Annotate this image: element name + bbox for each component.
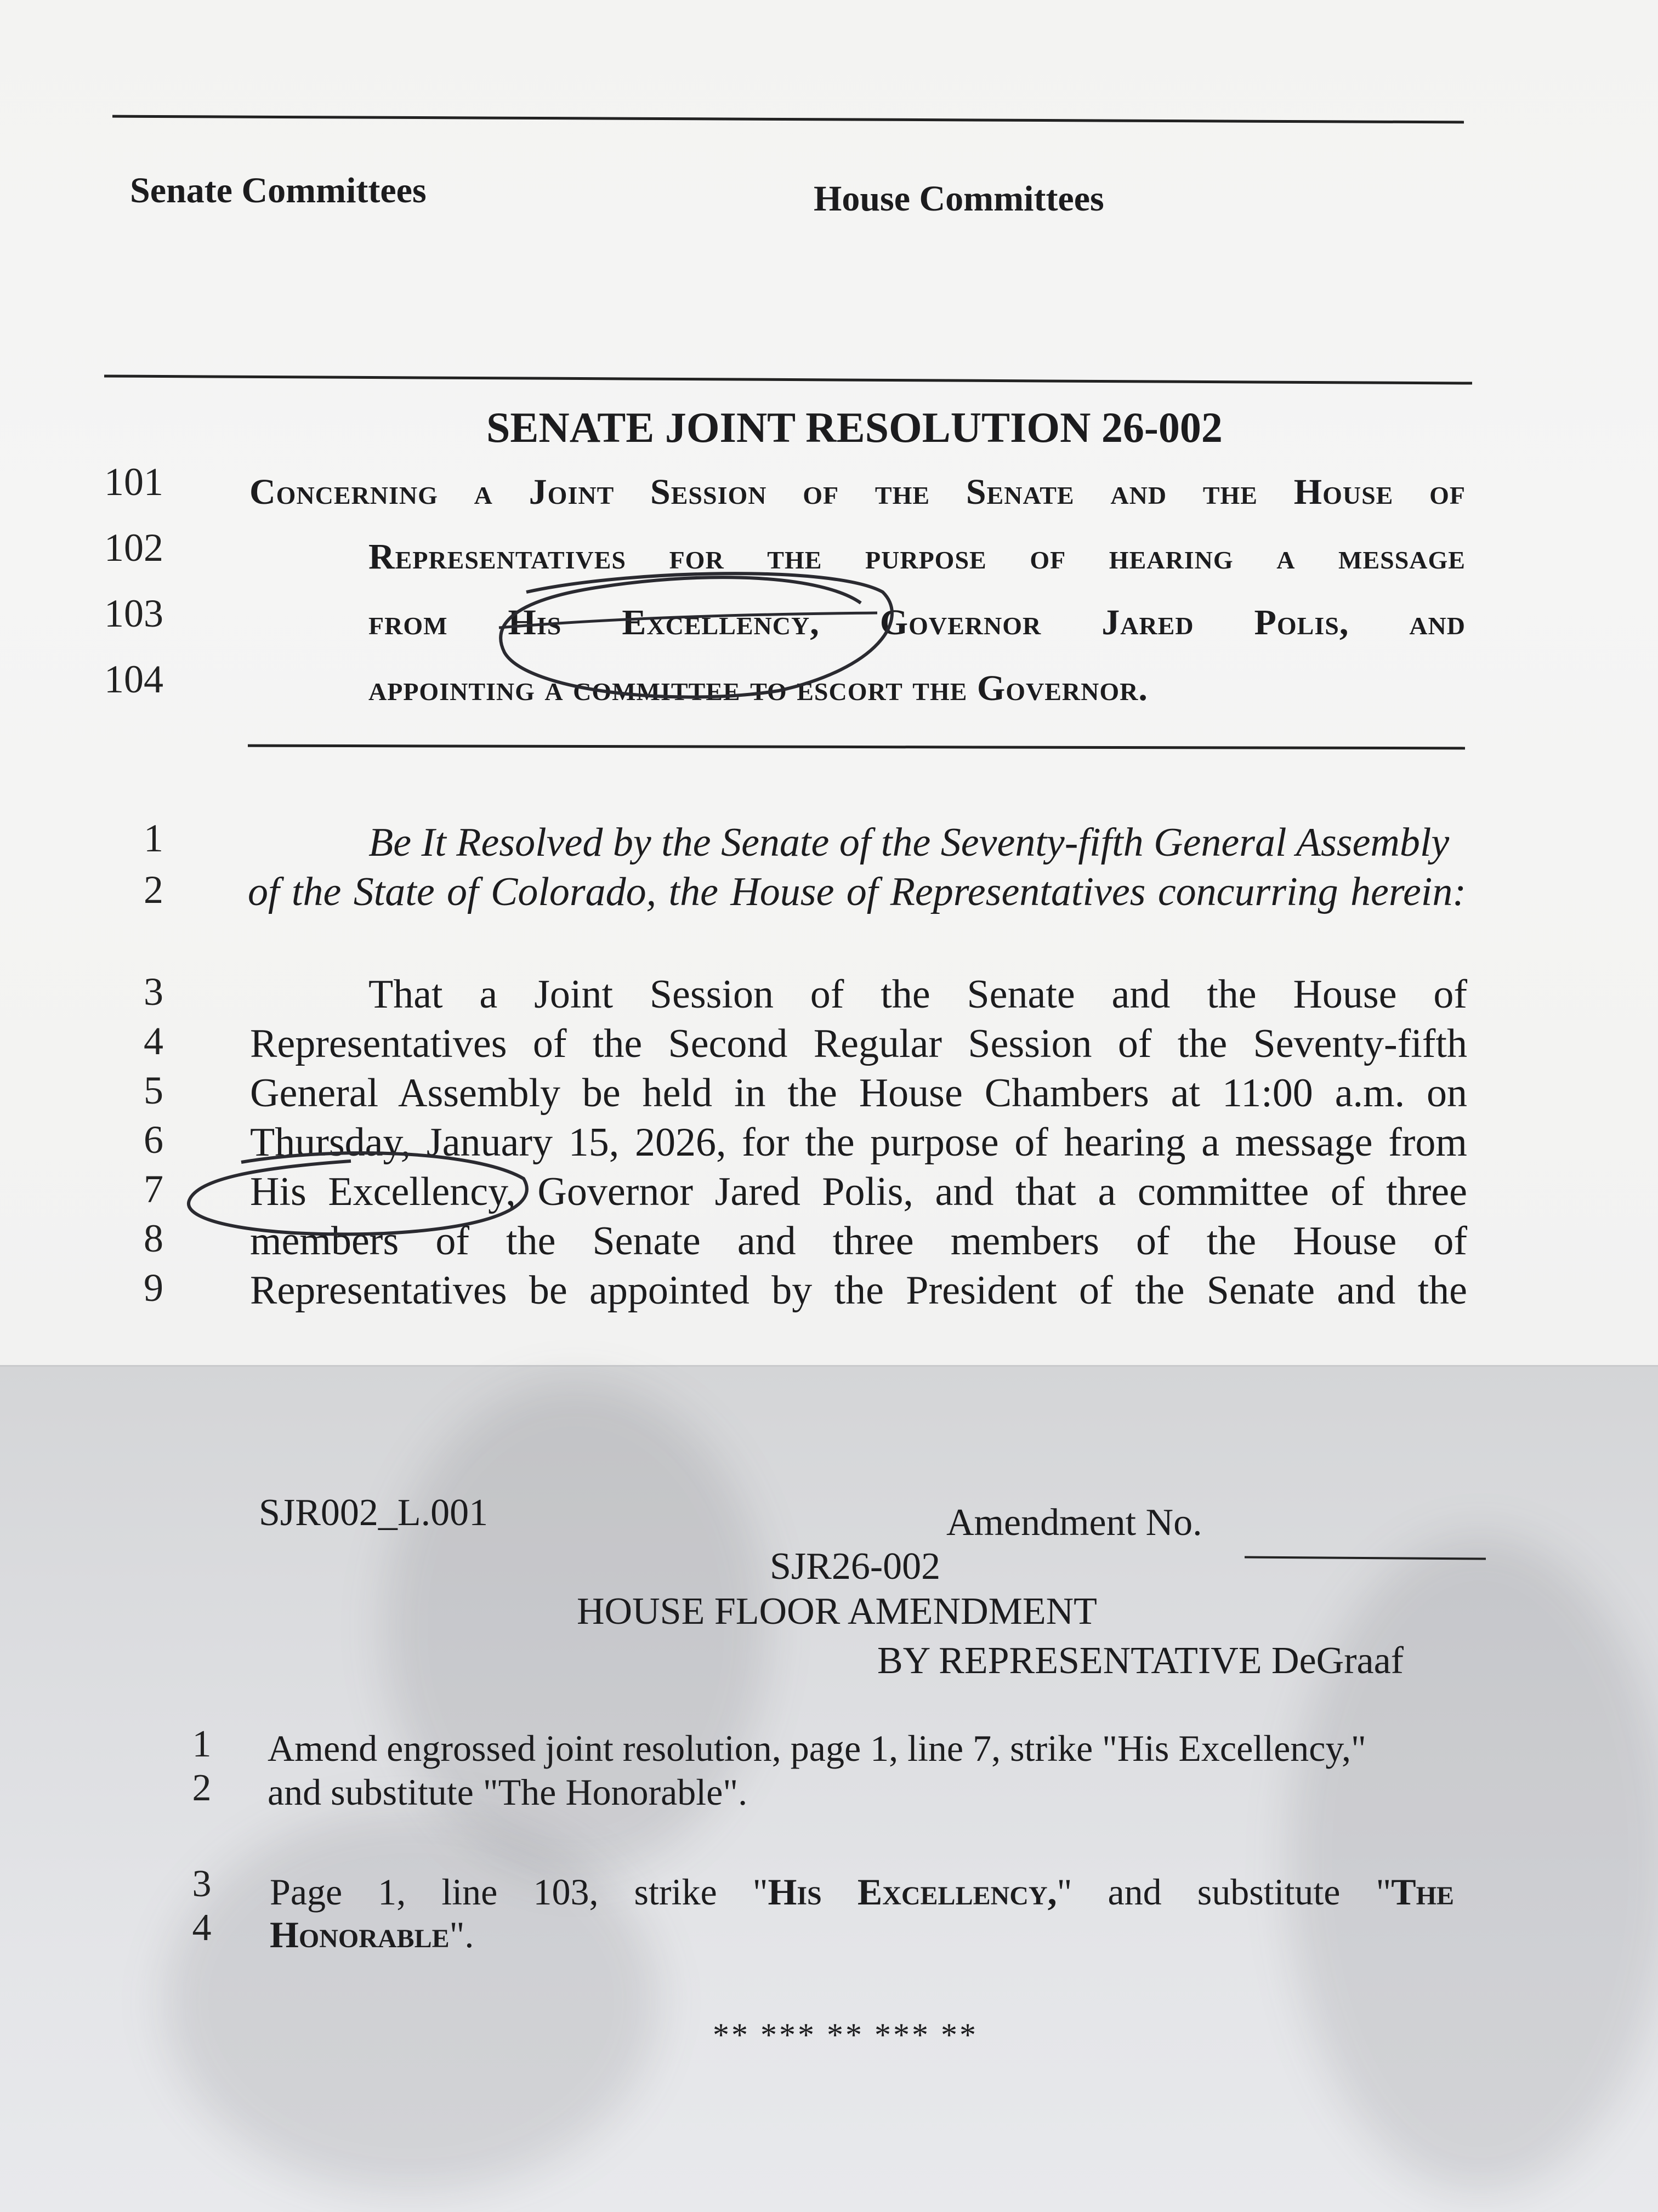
line-number: 9 (144, 1266, 163, 1310)
line-number: 104 (104, 657, 163, 701)
amendment-line-3-before: Page 1, line 103, strike " (270, 1871, 768, 1913)
amendment-line-2: and substitute "The Honorable". (268, 1771, 748, 1813)
house-committees-label: House Committees (814, 179, 1104, 219)
resolved-line-1: Be It Resolved by the Senate of the Seventy-fifth General Assembly (368, 820, 1450, 865)
title-line-101: Concerning a Joint Session of the Senate and the House of (249, 472, 1466, 512)
title-line-103: from His Excellency, Governor Jared Polis, and (368, 602, 1466, 642)
line-number: 102 (104, 526, 163, 570)
amendment-line-4 (270, 1913, 474, 1957)
body-line-4: Representatives of the Second Regular Session of the Seventy-fifth (250, 1021, 1467, 1066)
line-number: 3 (192, 1863, 212, 1905)
end-marker: ** *** ** *** ** (713, 2017, 978, 2053)
amendment-doc-id: SJR002_L.001 (259, 1492, 489, 1534)
body-line-8: members of the Senate and three members of the House of (250, 1219, 1467, 1264)
amendment-bill-number: SJR26-002 (770, 1545, 941, 1588)
body-line-5: General Assembly be held in the House Chambers at 11:00 a.m. on (250, 1071, 1467, 1116)
shadow (1288, 1535, 1658, 2193)
amendment-line-3 (270, 1870, 1454, 1914)
resolution-title: SENATE JOINT RESOLUTION 26-002 (486, 403, 1223, 451)
resolved-line-2: of the State of Colorado, the House of Representatives concurring herein: (248, 869, 1466, 914)
line-number: 1 (144, 816, 163, 860)
amendment-heading: HOUSE FLOOR AMENDMENT (577, 1590, 1097, 1633)
line-number: 2 (192, 1767, 212, 1809)
amendment-line-4-after: ". (449, 1914, 474, 1955)
amendment-line-3-substitute: The (1391, 1871, 1454, 1913)
amendment-line-3-mid: " and substitute " (1057, 1871, 1392, 1913)
shadow (164, 1809, 658, 2193)
amendment-no-label: Amendment No. (946, 1502, 1202, 1544)
body-line-6: Thursday, January 15, 2026, for the purpose of hearing a message from (250, 1120, 1467, 1165)
line-number: 5 (144, 1068, 163, 1112)
line-number: 4 (144, 1019, 163, 1063)
amendment-line-4-substitute: Honorable (270, 1914, 450, 1955)
amendment-line-1: Amend engrossed joint resolution, page 1, line 7, strike "His Excellency," (268, 1727, 1366, 1769)
amendment-sponsor: BY REPRESENTATIVE DeGraaf (877, 1640, 1404, 1682)
amendment-line-3-struck: His Excellency, (768, 1871, 1057, 1913)
senate-committees-label: Senate Committees (130, 170, 427, 211)
line-number: 2 (144, 868, 163, 912)
body-line-3: That a Joint Session of the Senate and the House of (368, 972, 1467, 1017)
line-number: 101 (104, 460, 163, 504)
line-number: 3 (144, 970, 163, 1014)
title-line-104: appointing a committee to escort the Governor. (368, 668, 1148, 708)
line-number: 103 (104, 592, 163, 635)
body-line-9: Representatives be appointed by the President of the Senate and the (250, 1268, 1467, 1313)
line-number: 4 (192, 1907, 212, 1949)
line-number: 8 (144, 1216, 163, 1260)
line-number: 1 (192, 1723, 212, 1765)
line-number: 7 (144, 1167, 163, 1211)
title-line-102: Representatives for the purpose of hearing a message (368, 537, 1466, 577)
body-line-7: His Excellency, Governor Jared Polis, and that a committee of three (250, 1169, 1467, 1214)
line-number: 6 (144, 1118, 163, 1162)
